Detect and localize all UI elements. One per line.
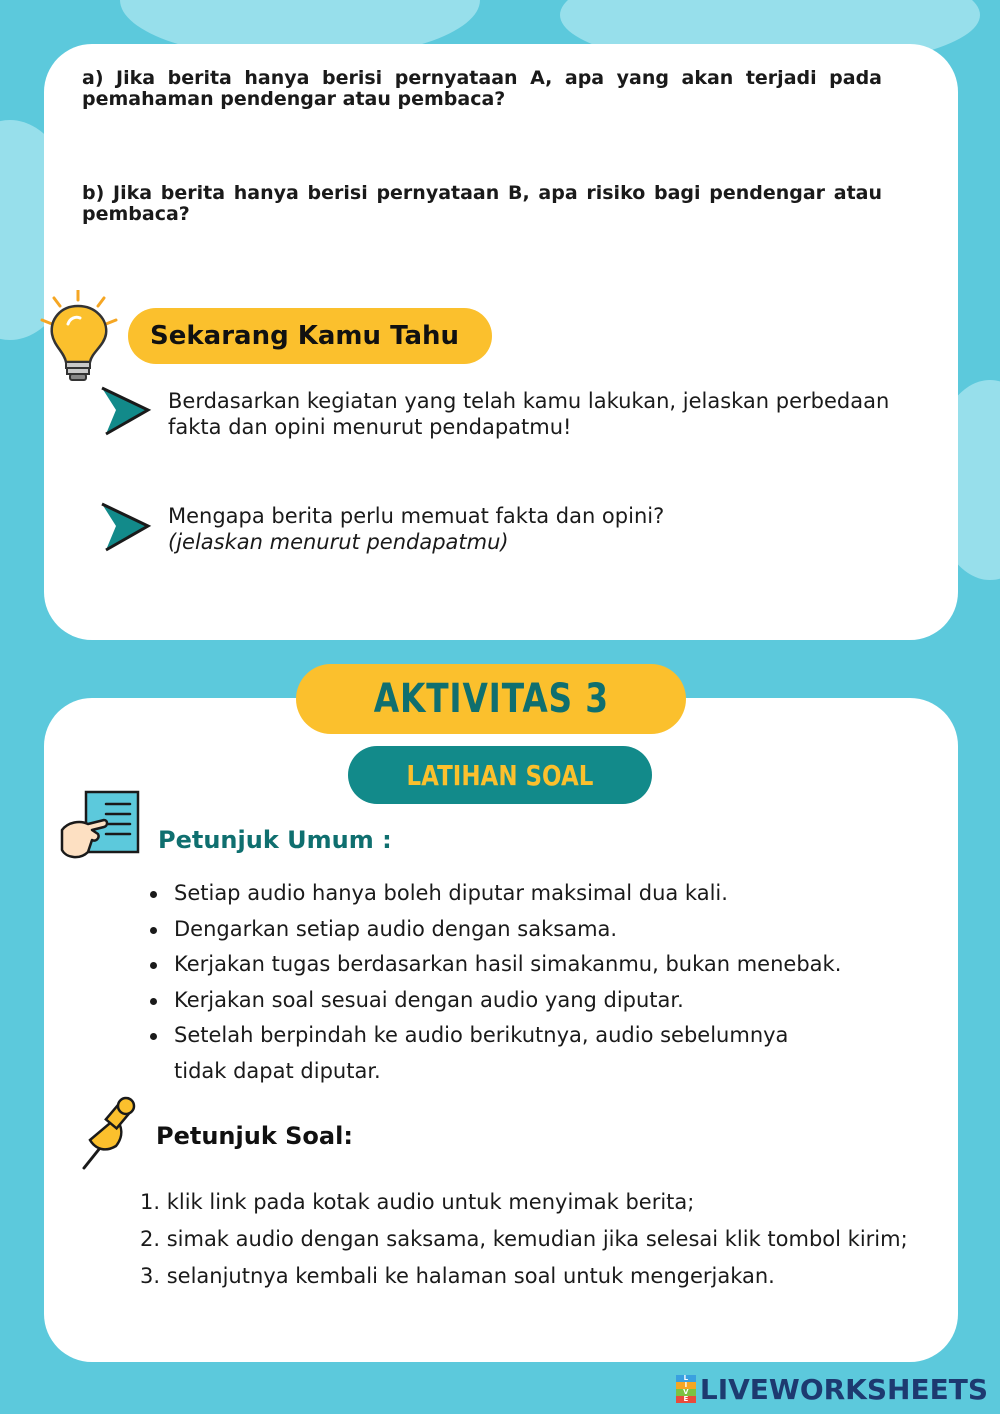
prompt-1-line2: fakta dan opini menurut pendapatmu! (168, 415, 572, 439)
petunjuk-soal-title: Petunjuk Soal: (156, 1122, 353, 1150)
prompt-2-line1: Mengapa berita perlu memuat fakta dan opini? (168, 504, 665, 528)
sekarang-title: Sekarang Kamu Tahu (150, 321, 460, 351)
latihan-soal-banner (348, 746, 652, 804)
list-item: 3. selanjutnya kembali ke halaman soal untuk mengerjakan. (140, 1264, 775, 1288)
petunjuk-umum-title: Petunjuk Umum : (158, 826, 392, 854)
lightbulb-icon (38, 290, 130, 386)
list-item: Dengarkan setiap audio dengan saksama. (150, 912, 870, 948)
petunjuk-umum-list (150, 876, 870, 1089)
liveworksheets-logo (676, 1372, 988, 1406)
prompt-1 (168, 388, 889, 440)
prompt-2-line2: (jelaskan menurut pendapatmu) (168, 530, 509, 554)
latihan-title: LATIHAN SOAL (406, 758, 594, 792)
list-item: 1. klik link pada kotak audio untuk menyimak berita; (140, 1190, 695, 1214)
aktivitas-banner (296, 664, 686, 734)
petunjuk-soal-list (140, 1184, 940, 1295)
question-a: a) Jika berita hanya berisi pernyataan A, apa yang akan terjadi pada pemahaman pendengar atau pembaca? (82, 67, 882, 110)
brand-name: LIVEWORKSHEETS (699, 1372, 988, 1406)
prompt-1-line1: Berdasarkan kegiatan yang telah kamu lakukan, jelaskan perbedaan (168, 389, 890, 413)
list-item: Kerjakan tugas berdasarkan hasil simakanmu, bukan menebak. (150, 947, 870, 983)
list-item: Setiap audio hanya boleh diputar maksimal dua kali. (150, 876, 870, 912)
document-hand-icon (58, 790, 142, 862)
list-item: Setelah berpindah ke audio berikutnya, audio sebelumnya tidak dapat diputar. (150, 1018, 814, 1089)
live-mark: L I V E (676, 1375, 696, 1403)
chevron-arrow-icon (100, 386, 152, 438)
list-item: Kerjakan soal sesuai dengan audio yang diputar. (150, 983, 870, 1019)
aktivitas-title: AKTIVITAS 3 (373, 676, 609, 722)
chevron-arrow-icon (100, 502, 152, 554)
pushpin-icon (76, 1096, 140, 1172)
sekarang-kamu-tahu-banner (128, 308, 492, 364)
prompt-2 (168, 503, 664, 555)
question-b: b) Jika berita hanya berisi pernyataan B, apa risiko bagi pendengar atau pembaca? (82, 182, 882, 225)
list-item: 2. simak audio dengan saksama, kemudian jika selesai klik tombol kirim; (140, 1227, 908, 1251)
